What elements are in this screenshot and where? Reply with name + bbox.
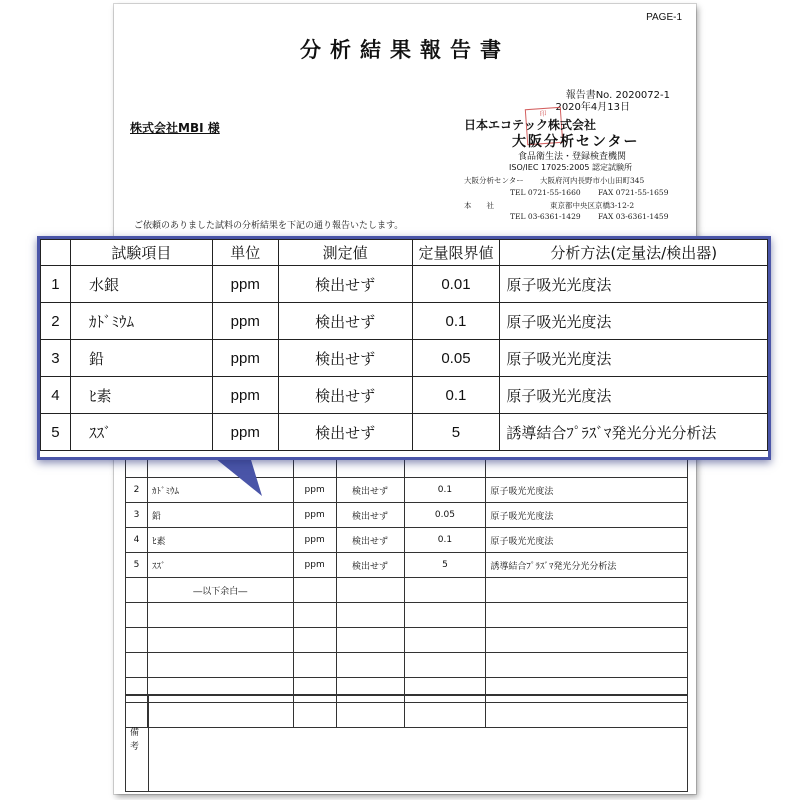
unit-cell: ppm (293, 478, 336, 503)
row-number: 4 (126, 528, 148, 553)
row-number: 3 (126, 503, 148, 528)
zoomed-results-callout (37, 236, 771, 460)
hq-address: 東京都中央区京橋3-12-2 (550, 201, 635, 210)
table-row (41, 340, 768, 377)
row-number: 5 (41, 414, 71, 451)
intro-text: ご依頼のありました試料の分析結果を下記の通り報告いたします。 (134, 221, 404, 231)
row-number: 2 (41, 303, 71, 340)
limit-cell: 0.1 (412, 303, 500, 340)
limit-cell: 5 (412, 414, 500, 451)
test-item: 鉛 (70, 340, 212, 377)
unit-cell: ppm (212, 414, 278, 451)
hq-phone: TEL 03-6361-1429 (510, 212, 581, 221)
method-cell: 原子吸光光度法 (486, 478, 688, 503)
limit-cell: 0.01 (412, 266, 500, 303)
row-number: 2 (126, 478, 148, 503)
test-item: ﾋ素 (147, 528, 293, 553)
value-cell: 検出せず (278, 340, 412, 377)
row-number: 4 (41, 377, 71, 414)
osaka-address: 大阪府河内長野市小山田町345 (540, 176, 645, 185)
value-cell: 検出せず (278, 266, 412, 303)
unit-cell: ppm (293, 553, 336, 578)
issuer-registration: 食品衛生法・登録検査機関 (518, 152, 627, 162)
column-header-method: 分析方法(定量法/検出器) (500, 240, 768, 266)
column-header-test-item: 試験項目 (70, 240, 212, 266)
test-item: ﾋ素 (70, 377, 212, 414)
limit-cell: 0.1 (412, 377, 500, 414)
unit-cell: ppm (212, 340, 278, 377)
osaka-label: 大阪分析センター (464, 176, 524, 185)
table-row (41, 414, 768, 451)
unit-cell: ppm (293, 503, 336, 528)
value-cell: 検出せず (336, 503, 404, 528)
results-table-zoomed (40, 239, 768, 451)
column-header-unit: 単位 (212, 240, 278, 266)
remarks-label: 備考 (130, 728, 140, 752)
method-cell: 原子吸光光度法 (500, 303, 768, 340)
table-row (41, 266, 768, 303)
issuer-center: 大阪分析センター (512, 134, 640, 150)
method-cell: 原子吸光光度法 (500, 340, 768, 377)
hq-label: 本 社 (464, 201, 494, 210)
unit-cell: ppm (293, 528, 336, 553)
table-row (41, 303, 768, 340)
limit-cell: 5 (404, 553, 486, 578)
table-row (41, 377, 768, 414)
unit-cell: ppm (212, 303, 278, 340)
row-number: 3 (41, 340, 71, 377)
report-number: 報告書No. 2020072-1 (565, 90, 670, 101)
test-item: 鉛 (147, 503, 293, 528)
unit-cell: ppm (212, 266, 278, 303)
limit-cell: 0.1 (404, 528, 486, 553)
osaka-fax: FAX 0721-55-1659 (598, 188, 669, 197)
method-cell: 原子吸光光度法 (486, 528, 688, 553)
test-item: ｶﾄﾞﾐｳﾑ (147, 478, 293, 503)
value-cell: 検出せず (278, 303, 412, 340)
page-number: PAGE-1 (646, 12, 682, 23)
limit-cell: 0.1 (404, 478, 486, 503)
method-cell: 原子吸光光度法 (500, 266, 768, 303)
method-cell: 原子吸光光度法 (486, 503, 688, 528)
value-cell: 検出せず (336, 553, 404, 578)
limit-cell: 0.05 (412, 340, 500, 377)
unit-cell: ppm (212, 377, 278, 414)
osaka-phone: TEL 0721-55-1660 (510, 188, 581, 197)
value-cell: 検出せず (278, 414, 412, 451)
hq-fax: FAX 03-6361-1459 (598, 212, 669, 221)
row-number: 1 (41, 266, 71, 303)
value-cell: 検出せず (278, 377, 412, 414)
limit-cell: 0.05 (404, 503, 486, 528)
method-cell: 誘導結合ﾌﾟﾗｽﾞﾏ発光分光分析法 (486, 553, 688, 578)
company-seal: 印 (525, 107, 563, 145)
method-cell: 原子吸光光度法 (500, 377, 768, 414)
issuer-company: 日本エコテック株式会社 (464, 118, 597, 132)
client-name: 株式会社MBI 様 (130, 121, 220, 135)
table-header-row (41, 240, 768, 266)
report-date: 2020年4月13日 (555, 102, 630, 113)
end-note: ―以下余白― (147, 578, 293, 603)
test-item: ｽｽﾞ (70, 414, 212, 451)
document-title: 分析結果報告書 (300, 38, 510, 62)
column-header-value: 測定値 (278, 240, 412, 266)
test-item: 水銀 (70, 266, 212, 303)
test-item: ｶﾄﾞﾐｳﾑ (70, 303, 212, 340)
row-number: 5 (126, 553, 148, 578)
column-header-limit: 定量限界値 (412, 240, 500, 266)
issuer-certification: ISO/IEC 17025:2005 認定試験所 (509, 163, 633, 172)
value-cell: 検出せず (336, 528, 404, 553)
test-item: ｽｽﾞ (147, 553, 293, 578)
method-cell: 誘導結合ﾌﾟﾗｽﾞﾏ発光分光分析法 (500, 414, 768, 451)
value-cell: 検出せず (336, 478, 404, 503)
